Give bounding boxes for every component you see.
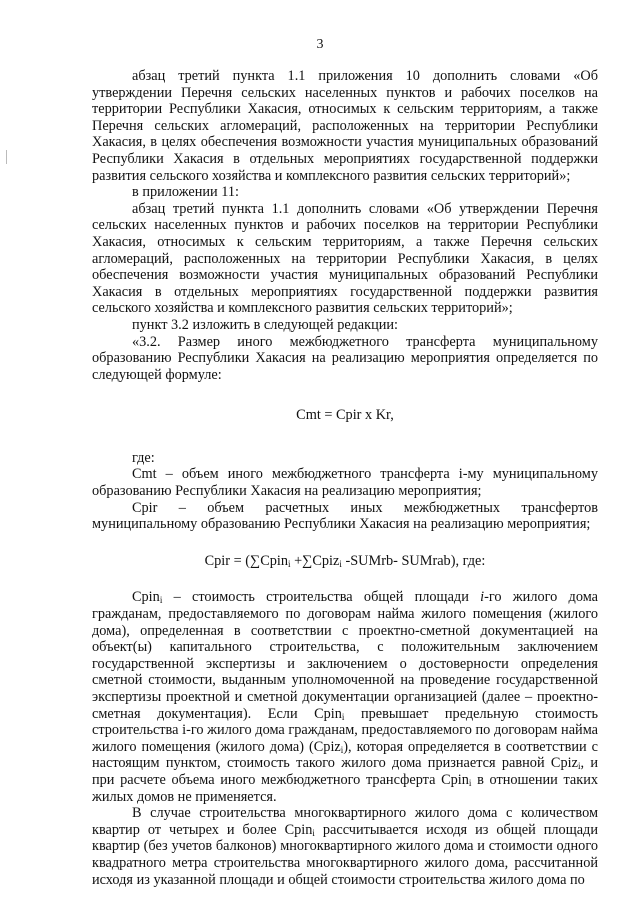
paragraph-appendix-11: абзац третий пункта 1.1 дополнить словами «Об утверждении Перечня сельских населенных пунктов и рабочих поселков на территории Республики Хакасия, относимых к сельским территориям, а также Перечня сельских агломераций, расположенных на территории Республики Хакасия, в целях обеспечения возможности участия муниципальных образований Республики Хакасия в отдельных мероприятиях государственной поддержки развития сельского хозяйства и комплексного развития сельских территорий»; bbox=[92, 200, 598, 317]
page-number: 3 bbox=[316, 37, 324, 52]
paragraph-appendix-11-heading: в приложении 11: bbox=[132, 184, 240, 201]
margin-mark bbox=[6, 150, 7, 164]
document-body bbox=[92, 68, 598, 888]
paragraph-item-3-2-intro: пункт 3.2 изложить в следующей редакции: bbox=[132, 316, 399, 333]
definition-cpin: Cpin$_i$ – стоимость строительства общей площади i-го жилого дома гражданам, предоставляемого по договорам найма жилого помещения (жилого дома), определенная в соответствии с проектно-сметной документацией на объект(ы) капитального строительства, с положительным заключением государственной экспертизы и заключением о достоверности определения сметной стоимости, выданным уполномоченной на проведение государственной экспертизы проектной и сметной документации организацией (далее – проектно-сметная документация). Если Cpin$_i$ превышает предельную стоимость строительства i-го жилого дома гражданам, предоставляемого по договорам найма жилого помещения (жилого дома) (Cpiz$_i$), которая определяется в соответствии с настоящим пунктом, стоимость такого жилого дома признается равной Cpiz$_i$, и при расчете объема иного межбюджетного трансферта Cpin$_i$ в отношении таких жилых домов не применяется. bbox=[92, 589, 598, 805]
paragraph-appendix-10: абзац третий пункта 1.1 приложения 10 дополнить словами «Об утверждении Перечня сельских населенных пунктов и рабочих поселков на территории Республики Хакасия, относимых к сельским территориям, а также Перечня сельских агломераций, расположенных на территории Республики Хакасия, в целях обеспечения возможности участия муниципальных образований Республики Хакасия в отдельных мероприятиях государственной поддержки развития сельского хозяйства и комплексного развития сельских территорий»; bbox=[92, 68, 598, 184]
definition-cpir: Cpir – объем расчетных иных межбюджетных трансфертов муниципальному образованию Республики Хакасия на реализацию мероприятия; bbox=[92, 499, 598, 533]
definition-cmt: Cmt – объем иного межбюджетного трансферта i-му муниципальному образованию Республики Хакасия на реализацию мероприятия; bbox=[92, 466, 598, 500]
paragraph-apartment-building: В случае строительства многоквартирного жилого дома с количеством квартир от четырех и более Cpin$_i$ рассчитывается исходя из общей площади квартир (без учетов балконов) многоквартирного жилого дома и стоимости одного квадратного метра строительства многоквартирного жилого дома, рассчитанной исходя из указанной площади и общей стоимости строительства жилого дома по bbox=[92, 805, 598, 888]
formula-cpir: Cpir = (∑Cpin$_i$ +∑Cpiz$_i$ -SUMrb- SUMrab), где: bbox=[204, 552, 486, 569]
paragraph-item-3-2: «3.2. Размер иного межбюджетного трансферта муниципальному образованию Республики Хакасия на реализацию мероприятия определяется по следующей формуле: bbox=[92, 333, 598, 383]
formula-cmt: Cmt = Cpir x Kr, bbox=[296, 407, 394, 424]
where-label: где: bbox=[132, 449, 155, 466]
